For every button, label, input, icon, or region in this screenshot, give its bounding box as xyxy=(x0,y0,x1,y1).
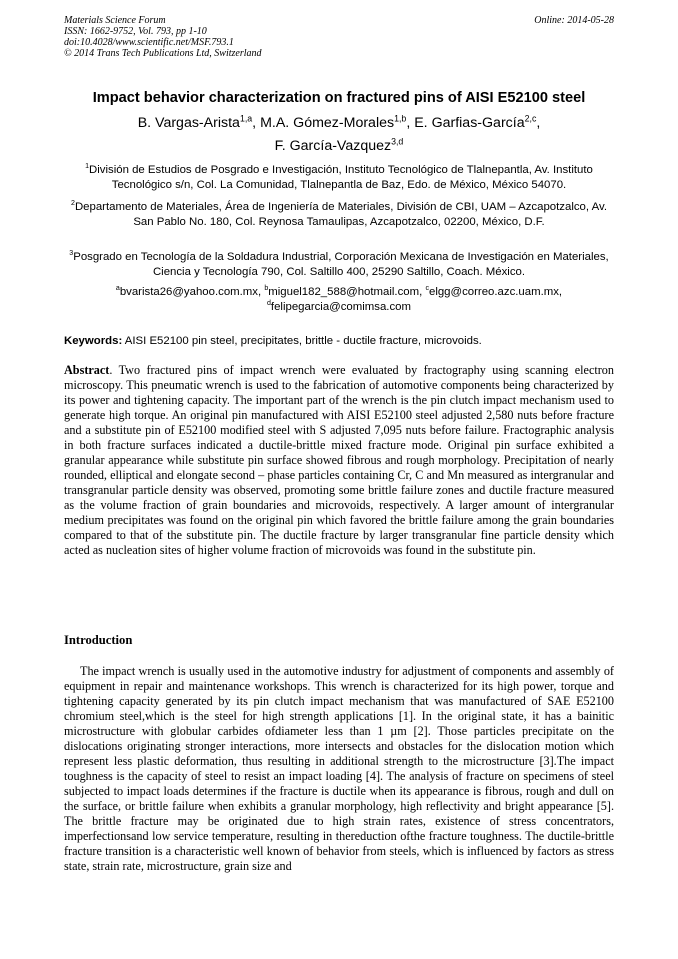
issn-line: ISSN: 1662-9752, Vol. 793, pp 1-10 xyxy=(64,26,207,37)
affiliation-1 xyxy=(64,163,614,193)
affiliation-3 xyxy=(64,250,614,280)
email-address: miguel182_588@hotmail.com, xyxy=(268,286,426,298)
copyright-line: © 2014 Trans Tech Publications Ltd, Switzerland xyxy=(64,48,262,59)
online-date: Online: 2014-05-28 xyxy=(534,15,614,26)
introduction-paragraph: The impact wrench is usually used in the automotive industry for adjustment of components and assembly of equipment in repair and maintenance workshops. This wrench is characterized for its high power, torque and tightening capacity generated by its pin clutch impact mechanism that was manufactured of SAE E52100 chromium steel,which is the steel for high strength applications [1]. In the original state, it has a bainitic microstructure with globular carbides ofdiameter less than 1 µm [2]. Those particles precipitate on the dislocations originating stronger interactions, more intersects and obstacles for the dislocation motion which represent less plastic deformation, thus resulting in additional strength to the microstructure [3].The impact toughness is the capacity of steel to resist an impact loading [4]. The analysis of fracture on specimens of steel subjected to impact loads determines if the fracture is ductile when its appearance is fibrous, rough and dull on the surface, or brittle failure when exhibits a granular morphology, high reflectivity and bright appearance [5]. The brittle fracture may be originated due to high strain rates, existence of stress concentrators, imperfectionsand low service temperature, resulting in thereduction ofthe fracture toughness. The ductile-brittle fracture transition is a characteristic well known of behavior from steels, which is influenced by factors as stress state, strain rate, microstructure, grain size and xyxy=(64,664,614,873)
keywords xyxy=(64,334,614,349)
author-separator: , xyxy=(406,115,415,131)
author-name: M.A. Gómez-Morales xyxy=(260,115,395,131)
keywords-text: AISI E52100 pin steel, precipitates, brittle - ductile fracture, microvoids. xyxy=(122,335,482,347)
affiliation-superscript: 3 xyxy=(69,250,74,258)
author-list-line-2 xyxy=(40,136,638,156)
affiliation-text: Departamento de Materiales, Área de Ingeniería de Materiales, División de CBI, UAM – Azcapotzalco, Av. San Pablo No. 180, Col. Reynosa Tamaulipas, Azcapotzalco, 02200, México, D.F. xyxy=(74,201,607,228)
author-name: F. García-Vazquez xyxy=(274,138,392,154)
author-superscript: 2,c xyxy=(524,113,537,124)
email-address: bvarista26@yahoo.com.mx, xyxy=(119,286,265,298)
author-emails xyxy=(64,285,614,315)
affiliation-superscript: 2 xyxy=(71,200,75,208)
paper-title: Impact behavior characterization on fractured pins of AISI E52100 steel xyxy=(92,90,586,106)
email-superscript: c xyxy=(425,285,429,293)
author-list-line-1 xyxy=(40,113,638,133)
affiliation-text: Posgrado en Tecnología de la Soldadura Industrial, Corporación Mexicana de Investigación en Materiales, Ciencia y Tecnología 790, Col. Saltillo 400, 25290 Saltillo, Coach. México. xyxy=(73,251,609,278)
affiliation-2 xyxy=(64,200,614,230)
email-address: elgg@correo.azc.uam.mx, xyxy=(428,286,563,298)
email-superscript: d xyxy=(267,300,271,308)
email-address: felipegarcia@comimsa.com xyxy=(270,301,411,313)
section-heading-introduction: Introduction xyxy=(64,633,133,647)
affiliation-superscript: 1 xyxy=(85,163,90,171)
author-superscript: 1,a xyxy=(239,113,253,124)
abstract-text: . Two fractured pins of impact wrench were evaluated by fractography using scanning electron microscopy. This pneumatic wrench is used to the fabrication of automotive components being characterized by its power and tightening capacity. The important part of the wrench is the pin clutch impact mechanism used to generate high torque. An original pin manufactured with AISI E52100 steel adjusted 2,580 nuts before fracture and a substitute pin of E52100 modified steel with S adjusted 7,095 nuts before failure. Fractographic analysis in both fracture surfaces indicated a ductile-brittle mixed fracture mode. Original pin surface exhibited a granular appearance while substitute pin surface showed fibrous and rough morphology. Precipitation of nearly rounded, elliptical and elongate second – phase particles containing Cr, C and Mn measured as intergranular and transgranular particle density was observed, promoting some brittle failure zones and ductile fracture measured as the volume fraction of grain boundaries and microvoids, respectively. A larger amount of intergranular medium precipitates was found on the original pin which favored the brittle failure among the grain boundaries compared to that of the substitute pin. The ductile fracture by larger transgranular fine particle density which acted as nucleation sites of higher volume fraction of microvoids was found in the substitute pin. xyxy=(64,363,614,557)
doi-line: doi:10.4028/www.scientific.net/MSF.793.1 xyxy=(64,37,234,48)
abstract xyxy=(64,363,614,558)
author-superscript: 3,d xyxy=(391,136,404,147)
journal-name: Materials Science Forum xyxy=(64,15,166,26)
email-superscript: a xyxy=(115,285,120,293)
author-superscript: 1,b xyxy=(394,113,407,124)
author-name: B. Vargas-Arista xyxy=(137,115,240,131)
email-superscript: b xyxy=(264,285,269,293)
author-separator: , xyxy=(252,115,261,131)
author-name: E. Garfias-García xyxy=(414,115,525,131)
author-separator: , xyxy=(536,115,541,131)
abstract-label: Abstract xyxy=(64,363,110,377)
journal-header xyxy=(64,15,262,59)
affiliation-text: División de Estudios de Posgrado e Investigación, Instituto Tecnológico de Tlalnepantla, Av. Instituto Tecnológico s/n, Col. La Comunidad, Tlalnepantla de Baz, Edo. de México, México 54070. xyxy=(89,164,593,191)
keywords-label: Keywords: xyxy=(64,335,123,347)
